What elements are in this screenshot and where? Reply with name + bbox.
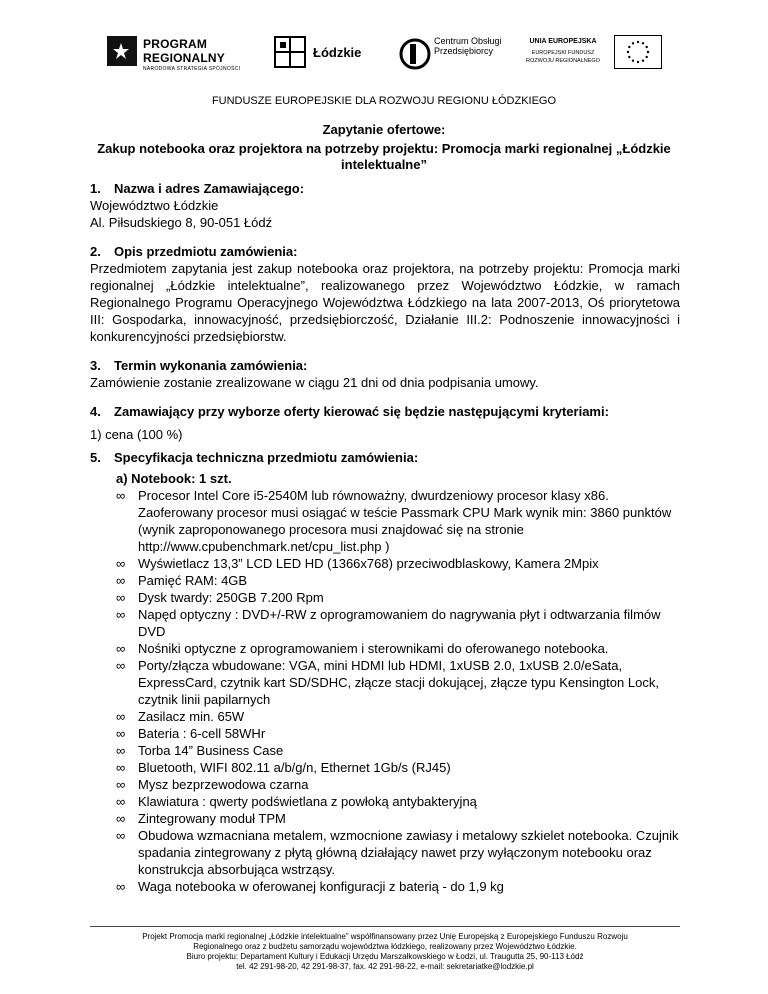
bullet-icon: ∞	[116, 726, 126, 741]
bullet-icon: ∞	[116, 760, 126, 775]
footer-line-1: Projekt Promocja marki regionalnej „Łódzkie intelektualne” współfinansowany przez Unię Europejską z Europejskiego Funduszu Rozwoju	[142, 932, 628, 941]
section-2-heading	[90, 243, 680, 260]
section-5	[90, 449, 680, 895]
spec-item-text: Obudowa wzmacniana metalem, wzmocnione zawiasy i metalowy szkielet notebooka. Czujnik spadania zintegrowany z płytą główną działający nawet przy wyłączonym notebooku oraz konstrukcja absorbująca wstrząsy.	[138, 828, 679, 877]
footer-line-3: Biuro projektu: Departament Kultury i Edukacji Urzędu Marszałkowskiego w Łodzi, ul. Traugutta 25, 90-113 Łódź	[186, 952, 584, 961]
spec-item-text: Zasilacz min. 65W	[138, 709, 245, 724]
notebook-subheading: a) Notebook: 1 szt.	[116, 471, 232, 486]
bullet-icon: ∞	[116, 828, 126, 843]
spec-item-text: Porty/złącza wbudowane: VGA, mini HDMI lub HDMI, 1xUSB 2.0, 1xUSB 2.0/eSata, ExpressCard, czytnik kart SD/SDHC, złącze stacji dokującej, złącze typu Kensington Lock, czytnik linii papilarnych	[138, 658, 659, 707]
lodzkie-logo-text: Łódzkie	[313, 45, 362, 60]
section-2-body: Przedmiotem zapytania jest zakup notebooka oraz projektora, na potrzeby projektu: Promocja marki regionalnej „Łódzkie intelektualne”, realizowanego przez Województwo Łódzkie, w ramach Regionalnego Programu Operacyjnego Województwa Łódzkiego na lata 2007-2013, Oś priorytetowa III: Gospodarka, innowacyjność, przedsiębiorczość, Działanie III.2: Podnoszenie innowacyjności i konkurencyjności przedsiębiorstw.	[90, 261, 680, 344]
ue-logo-line1: UNIA EUROPEJSKA	[529, 38, 597, 45]
spec-item-text: Procesor Intel Core i5-2540M lub równoważny, dwurdzeniowy procesor klasy x86. Zaoferowany procesor musi osiągać w teście Passmark CPU Mark wynik min: 3860 punktów (wynik zaproponowanego procesora musi znajdować się na stronie http://www.cpubenchmark.net/cpu_list.php )	[138, 488, 672, 554]
spec-item-text: Waga notebooka w oferowanej konfiguracji z baterią - do 1,9 kg	[138, 879, 504, 894]
bullet-icon: ∞	[116, 811, 126, 826]
contracting-authority-name: Województwo Łódzkie	[90, 198, 219, 213]
document-title: Zapytanie ofertowe:	[322, 122, 446, 137]
spec-item	[116, 606, 680, 640]
spec-item	[116, 555, 680, 572]
bullet-icon: ∞	[116, 556, 126, 571]
bullet-icon: ∞	[116, 607, 126, 622]
criterion-item: 1) cena (100 %)	[90, 427, 183, 442]
spec-item	[116, 759, 680, 776]
bullet-icon: ∞	[116, 709, 126, 724]
contracting-authority-address: Al. Piłsudskiego 8, 90-051 Łódź	[90, 215, 273, 230]
program-logo-line3: NARODOWA STRATEGIA SPÓJNOŚCI	[143, 66, 241, 72]
footer-line-2: Regionalnego oraz z budżetu samorządu województwa łódzkiego, realizowany przez Województwo Łódzkie.	[193, 942, 577, 951]
spec-item-text: Mysz bezprzewodowa czarna	[138, 777, 309, 792]
spec-item	[116, 776, 680, 793]
spec-item	[116, 827, 680, 878]
spec-item	[116, 725, 680, 742]
program-logo-line2: REGIONALNY	[143, 51, 226, 65]
section-3-number: 3.	[90, 358, 101, 373]
page-footer	[90, 932, 680, 972]
section-4-heading	[90, 403, 680, 420]
ue-logo-line3: ROZWOJU REGIONALNEGO	[526, 58, 600, 64]
bullet-icon: ∞	[116, 590, 126, 605]
section-2	[90, 243, 680, 345]
section-4	[90, 403, 680, 443]
spec-item-text: Torba 14” Business Case	[138, 743, 284, 758]
ue-logo-line2: EUROPEJSKI FUNDUSZ	[531, 50, 595, 56]
eu-flag-icon	[614, 35, 662, 69]
spec-item	[116, 640, 680, 657]
program-regionalny-logo	[107, 32, 257, 82]
funds-header: FUNDUSZE EUROPEJSKIE DLA ROZWOJU REGIONU ŁÓDZKIEGO	[211, 95, 557, 107]
bullet-icon: ∞	[116, 743, 126, 758]
section-2-title: Opis przedmiotu zamówienia:	[114, 244, 298, 259]
document-subtitle: Zakup notebooka oraz projektora na potrzeby projektu: Promocja marki regionalnej „Łódzkie intelektualne”	[97, 141, 671, 172]
logo-bar	[0, 32, 768, 82]
lodzkie-logo	[273, 32, 373, 82]
document-body	[90, 180, 680, 907]
spec-item-text: Dysk twardy: 250GB 7.200 Rpm	[138, 590, 324, 605]
spec-item	[116, 793, 680, 810]
spec-item	[116, 708, 680, 725]
lodzkie-emblem-icon	[273, 35, 307, 69]
spec-item	[116, 657, 680, 708]
footer-divider	[90, 926, 680, 927]
program-regionalny-emblem	[107, 36, 137, 66]
footer-line-4: tel. 42 291-98-20, 42 291-98-37, fax. 42 291-98-22, e-mail: sekretariatke@lodzkie.pl	[236, 962, 534, 971]
spec-item-text: Bateria : 6-cell 58WHr	[138, 726, 266, 741]
section-1-title: Nazwa i adres Zamawiającego:	[114, 181, 305, 196]
section-5-number: 5.	[90, 450, 101, 465]
spec-item	[116, 572, 680, 589]
section-5-heading	[90, 449, 680, 466]
bullet-icon: ∞	[116, 658, 126, 673]
bullet-icon: ∞	[116, 488, 126, 503]
spec-item-text: Napęd optyczny : DVD+/-RW z oprogramowaniem do nagrywania płyt i odtwarzania filmów DVD	[138, 607, 661, 639]
section-2-number: 2.	[90, 244, 101, 259]
bullet-icon: ∞	[116, 794, 126, 809]
spec-item	[116, 487, 680, 555]
notebook-spec-list	[90, 487, 680, 895]
section-3	[90, 357, 680, 391]
bullet-icon: ∞	[116, 879, 126, 894]
spec-item	[116, 810, 680, 827]
program-logo-line1: PROGRAM	[143, 37, 208, 51]
centrum-obslugi-logo	[398, 32, 503, 82]
section-5-title: Specyfikacja techniczna przedmiotu zamówienia:	[114, 450, 419, 465]
spec-item-text: Zintegrowany moduł TPM	[138, 811, 286, 826]
section-1	[90, 180, 680, 231]
section-1-number: 1.	[90, 181, 101, 196]
bullet-icon: ∞	[116, 641, 126, 656]
spec-item	[116, 742, 680, 759]
section-1-heading	[90, 180, 680, 197]
spec-item-text: Pamięć RAM: 4GB	[138, 573, 248, 588]
unia-europejska-logo	[518, 32, 660, 82]
section-3-body: Zamówienie zostanie zrealizowane w ciągu 21 dni od dnia podpisania umowy.	[90, 375, 539, 390]
section-4-number: 4.	[90, 404, 101, 419]
spec-item-text: Nośniki optyczne z oprogramowaniem i sterownikami do oferowanego notebooka.	[138, 641, 609, 656]
centrum-logo-text: Centrum Obsługi Przedsiębiorcy	[434, 36, 502, 56]
spec-item	[116, 589, 680, 606]
spec-item	[116, 878, 680, 895]
spec-item-text: Klawiatura : qwerty podświetlana z powłoką antybakteryjną	[138, 794, 477, 809]
bullet-icon: ∞	[116, 777, 126, 792]
centrum-emblem-icon	[398, 34, 432, 74]
section-4-title: Zamawiający przy wyborze oferty kierować się będzie następującymi kryteriami:	[114, 404, 609, 419]
section-3-heading	[90, 357, 680, 374]
spec-item-text: Wyświetlacz 13,3” LCD LED HD (1366x768) przeciwodblaskowy, Kamera 2Mpix	[138, 556, 599, 571]
star-icon	[113, 43, 129, 59]
bullet-icon: ∞	[116, 573, 126, 588]
section-3-title: Termin wykonania zamówienia:	[114, 358, 308, 373]
spec-item-text: Bluetooth, WIFI 802.11 a/b/g/n, Ethernet 1Gb/s (RJ45)	[138, 760, 451, 775]
